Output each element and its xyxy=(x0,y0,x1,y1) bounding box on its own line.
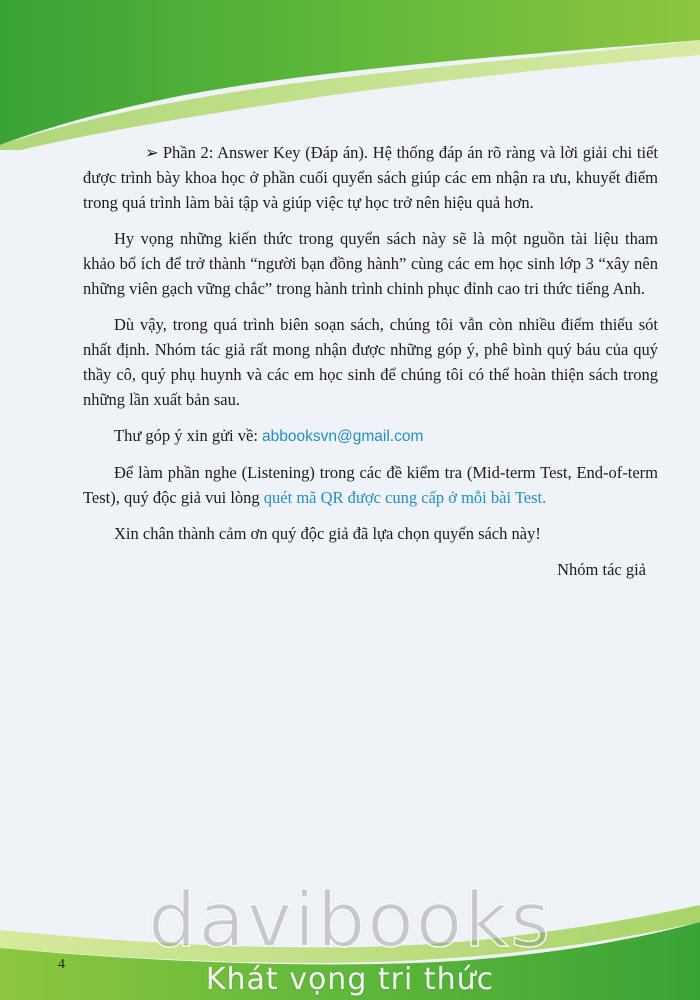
paragraph-hope: Hy vọng những kiến thức trong quyển sách này sẽ là một nguồn tài liệu tham khảo bổ ích để trở thành “người bạn đồng hành” cùng các em học sinh lớp 3 “xây nên những viên gạch vững chắc” trong hành trình chinh phục đỉnh cao tri thức tiếng Anh. xyxy=(83,229,658,298)
arrow-bullet-icon: ➢ xyxy=(145,143,159,162)
paragraph-part2 xyxy=(83,140,658,215)
paragraph-thanks: Xin chân thành cảm ơn quý độc giả đã lựa chọn quyển sách này! xyxy=(114,524,541,543)
paragraph-despite: Dù vậy, trong quá trình biên soạn sách, chúng tôi vẫn còn nhiều điểm thiếu sót nhất định. Nhóm tác giả rất mong nhận được những góp ý, phê bình quý báu của quý thầy cô, quý phụ huynh và các em học sinh để chúng tôi có thể hoàn thiện sách trong những lần xuất bản sau. xyxy=(83,315,658,409)
page-number: 4 xyxy=(58,957,65,972)
email-link[interactable]: abbooksvn@gmail.com xyxy=(262,428,424,445)
part2-text: Phần 2: Answer Key (Đáp án). Hệ thống đáp án rõ ràng và lời giải chi tiết được trình bày khoa học ở phần cuối quyển sách giúp các em nhận ra ưu, khuyết điểm trong quá trình làm bài tập và giúp việc tự học trở nên hiệu quả hơn. xyxy=(83,143,658,212)
page-content xyxy=(83,140,658,582)
paragraph-mail xyxy=(83,423,658,449)
top-green-wave-decoration xyxy=(0,0,700,150)
watermark-slogan: Khát vọng tri thức xyxy=(205,962,495,997)
author-signature: Nhóm tác giả xyxy=(557,560,646,579)
davibooks-watermark: davibooks xyxy=(148,875,552,964)
paragraph-listening xyxy=(83,460,658,510)
mail-label: Thư góp ý xin gửi về: xyxy=(114,426,263,445)
listening-text: Để làm phần nghe (Listening) trong các đề kiểm tra (Mid-term Test, End-of-term Test), quý độc giả vui lòng xyxy=(83,463,658,507)
qr-instruction-text: quét mã QR được cung cấp ở mỗi bài Test. xyxy=(263,488,547,507)
